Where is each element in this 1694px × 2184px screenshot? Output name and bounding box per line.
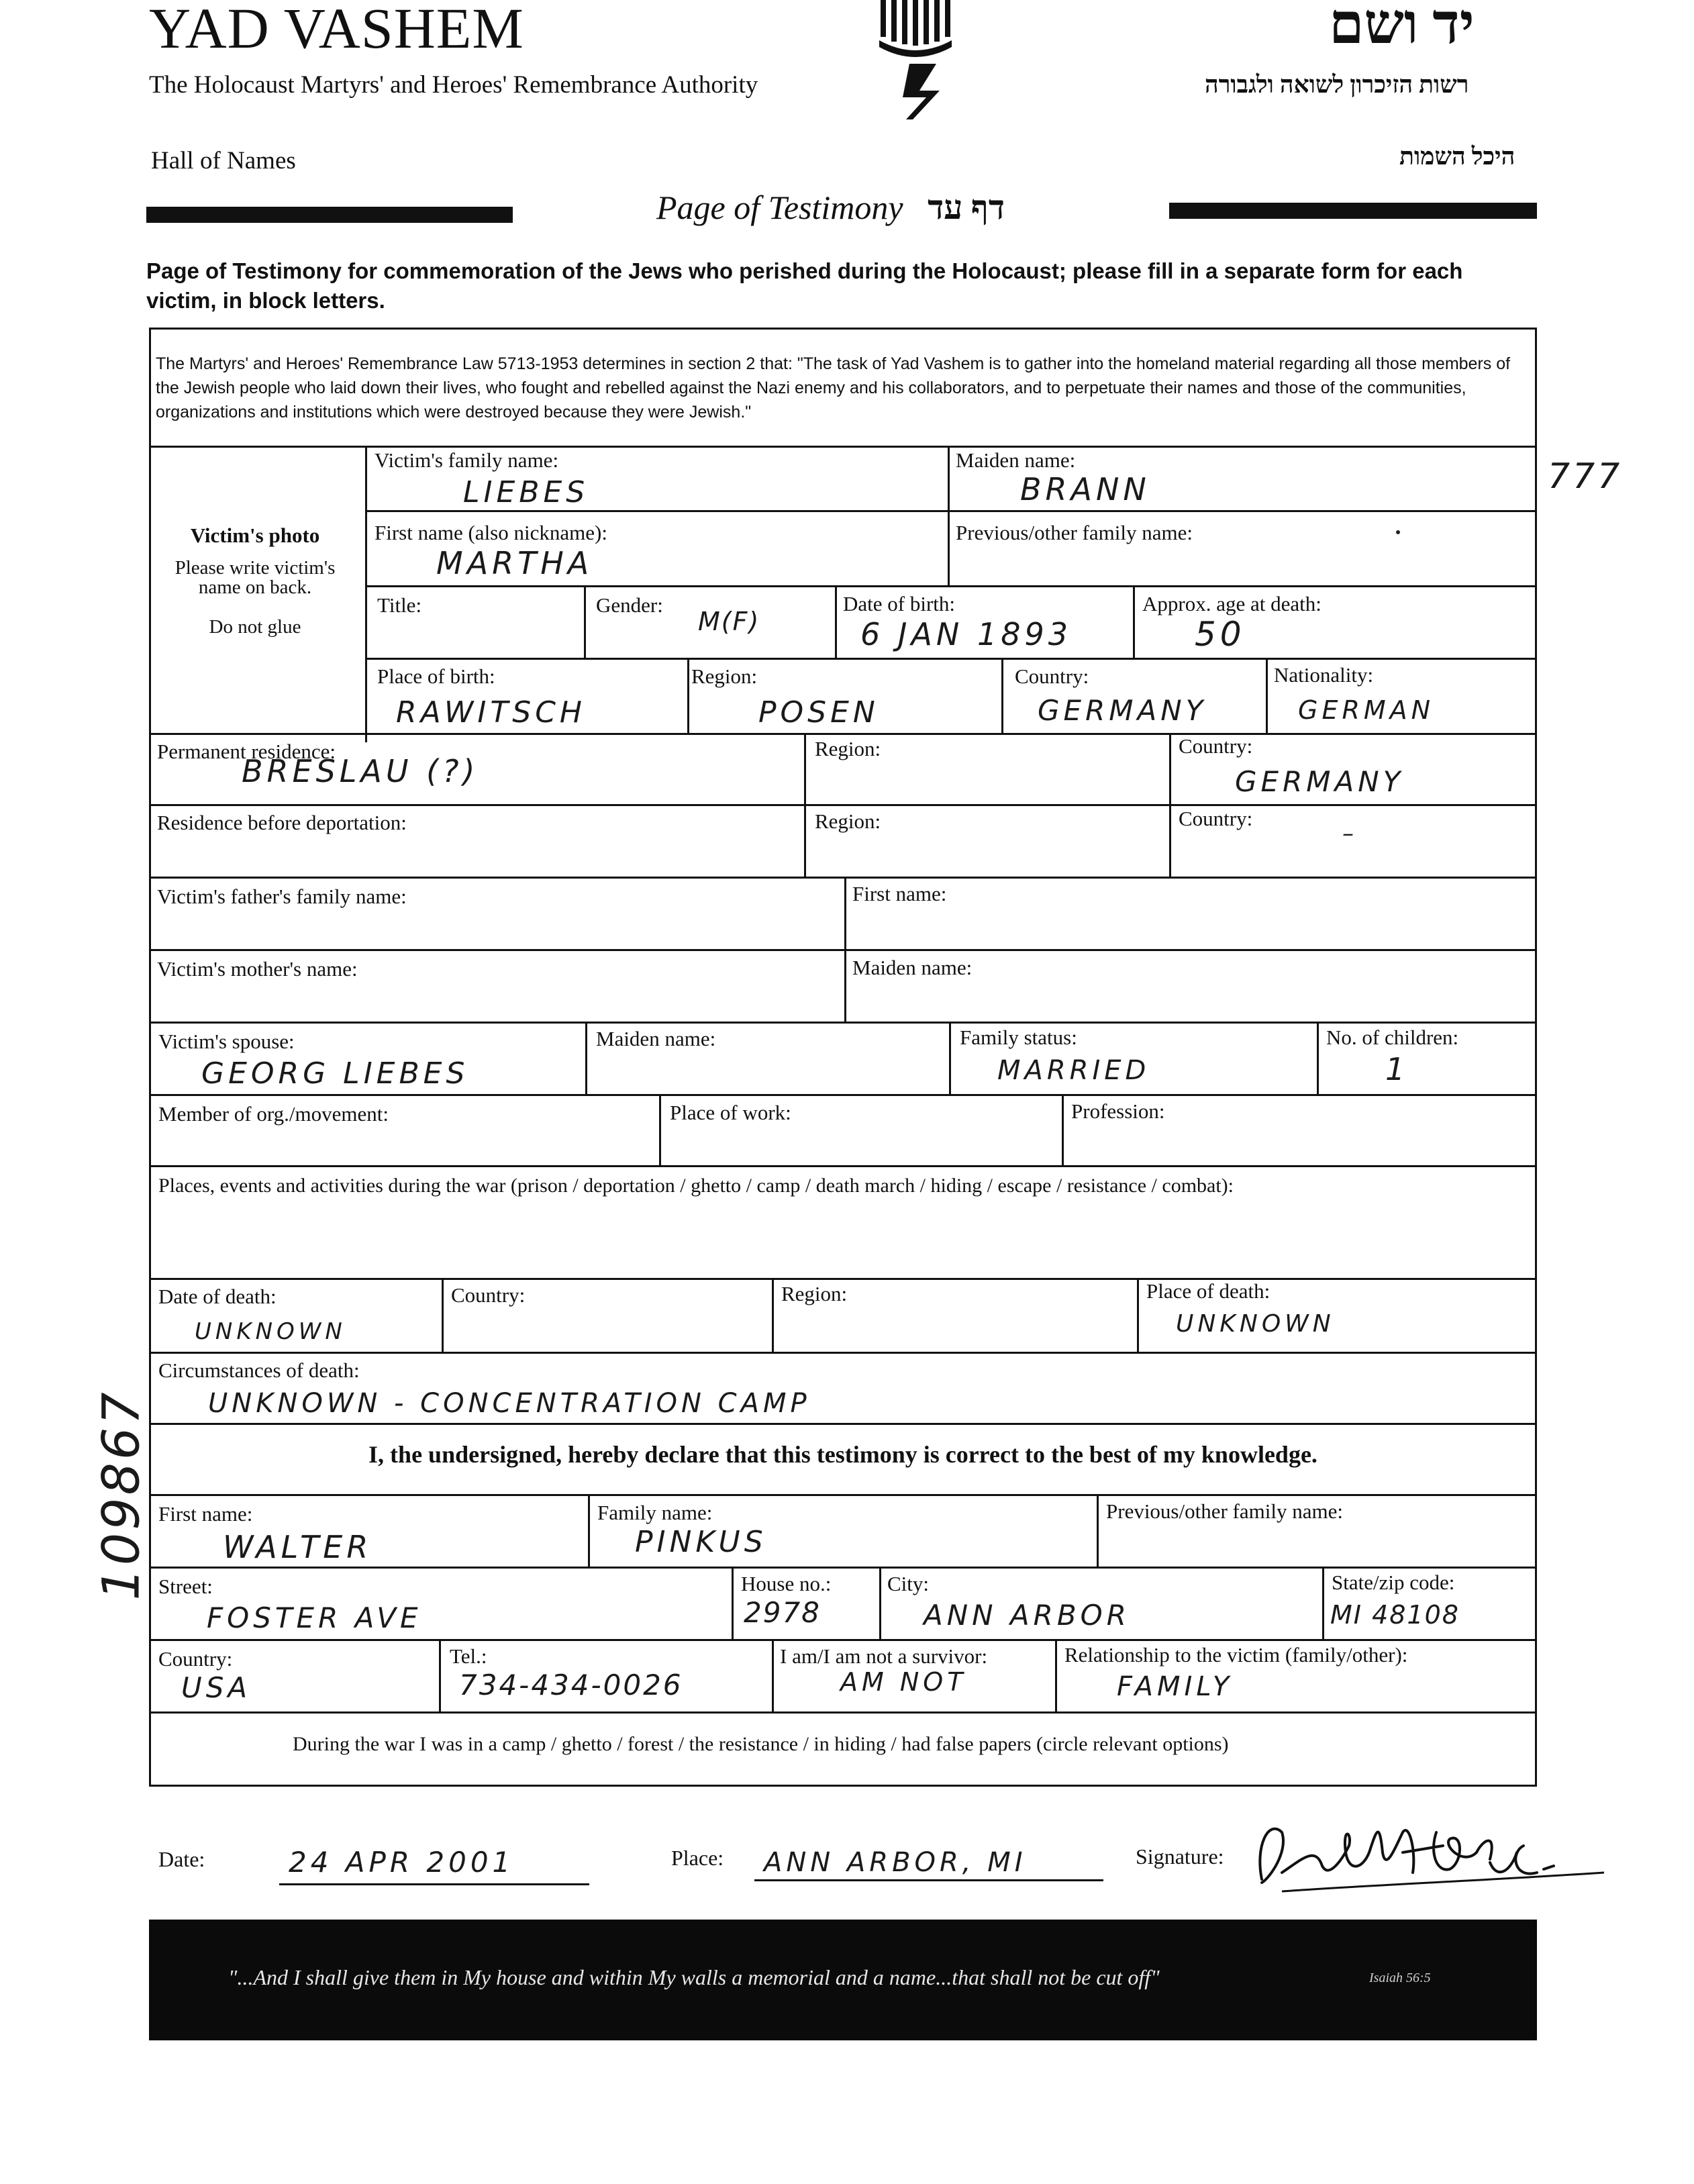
label-spouse: Victim's spouse: [158,1030,295,1053]
label-relationship: Relationship to the victim (family/other): [1064,1643,1408,1667]
margin-note-top-right: 777 [1548,456,1623,497]
rule [584,585,586,658]
rule [149,1165,1537,1167]
label-place: Place: [671,1846,724,1870]
rule [149,1711,1537,1714]
label-country: Country: [158,1647,233,1671]
rule [149,1567,1537,1569]
rule [659,1094,661,1167]
rule [149,1423,1537,1425]
value-family-name: LIEBES [463,475,589,509]
hebrew-name: יד ושם [1329,0,1475,56]
value-maiden-name: BRANN [1020,471,1150,507]
label-family-status: Family status: [960,1026,1077,1049]
rule [149,733,1537,735]
label-state-zip: State/zip code: [1332,1571,1455,1594]
label-mother-maiden-name: Maiden name: [852,956,973,979]
label-death-country: Country: [451,1283,526,1307]
law-text: The Martyrs' and Heroes' Remembrance Law 5713-1953 determines in section 2 that: "The task of Yad Vashem is to gather into the homeland material regarding all those members of the Jewish people who laid down their lives, who fought and rebelled against the Nazi enemy and his collaborators, and to perpetuate their names and those of the communities, organizations and institutions which were destroyed because they were Jewish." [156,354,1511,421]
value-nationality: GERMAN [1298,695,1435,725]
label-date-of-death: Date of death: [158,1285,277,1308]
value-date-of-death: UNKNOWN [195,1318,346,1345]
label-member-org: Member of org./movement: [158,1102,389,1126]
date-underline [279,1883,589,1885]
rule [687,658,689,734]
rule [1317,1022,1319,1094]
rule [1062,1094,1064,1167]
label-spouse-maiden-name: Maiden name: [596,1027,716,1050]
value-survivor: AM NOT [840,1667,967,1697]
label-mother-name: Victim's mother's name: [157,957,358,981]
rule [439,1639,441,1713]
label-submitter-prev-family-name: Previous/other family name: [1106,1499,1343,1523]
label-profession: Profession: [1071,1099,1165,1123]
value-street: FOSTER AVE [207,1601,422,1634]
header-rule-right [1169,203,1537,219]
value-date-of-birth: 6 JAN 1893 [860,616,1073,652]
label-place-of-work: Place of work: [670,1101,791,1124]
label-birth-region: Region: [691,664,758,688]
rule [588,1494,590,1568]
label-submitter-first-name: First name: [158,1502,253,1526]
menorah-logo [873,0,960,121]
rule [149,1494,1537,1496]
place-underline [754,1879,1103,1881]
label-family-name: Victim's family name: [375,448,559,472]
label-places-events: Places, events and activities during the war (prison / deportation / ghetto / camp / death march / hiding / escape / resistance / combat): [158,1175,1234,1197]
page-title-he: דף עד [928,189,1005,226]
rule [365,510,1537,512]
label-residence-before-deportation: Residence before deportation: [157,811,407,834]
rule [732,1567,734,1640]
value-perm-country: GERMANY [1235,765,1405,798]
rule [365,446,367,742]
label-father-first-name: First name: [852,882,947,905]
rule [1097,1494,1099,1568]
rule [1001,658,1003,734]
label-death-region: Region: [781,1282,848,1305]
value-submitter-first-name: WALTER [223,1529,372,1565]
rule [149,949,1537,951]
value-first-name: MARTHA [436,545,593,581]
page-title-en: Page of Testimony [656,189,903,226]
label-date-of-birth: Date of birth: [843,592,956,615]
rule [365,658,1537,660]
declaration: I, the undersigned, hereby declare that this testimony is correct to the best of my knowledge. [368,1441,1317,1468]
rule [835,585,837,658]
rule [149,1022,1537,1024]
rule [1055,1639,1057,1713]
label-during-war: During the war I was in a camp / ghetto / forest / the resistance / in hiding / had false papers (circle relevant options) [293,1733,1229,1755]
rule [149,1094,1537,1096]
rule [772,1639,774,1713]
rule [149,877,1537,879]
rule [442,1278,444,1353]
signature-scribble [1242,1805,1617,1899]
page-title [656,188,1005,227]
org-name: YAD VASHEM [149,0,524,60]
value-birth-country: GERMANY [1038,694,1207,727]
label-date: Date: [158,1847,205,1871]
hall-of-names: Hall of Names [151,147,296,175]
rule [772,1278,774,1353]
hebrew-hall-of-names: היכל השמות [1399,143,1515,170]
label-submitter-family-name: Family name: [597,1501,713,1524]
photo-box-title: Victim's photo [190,524,320,547]
label-no-children: No. of children: [1326,1026,1459,1049]
label-first-name-nickname: First name (also nickname): [375,521,607,544]
label-perm-region: Region: [815,737,881,760]
value-gender: M(F) [698,607,760,636]
value-no-children: 1 [1385,1051,1409,1087]
value-tel: 734-434-0026 [459,1669,683,1701]
rule [1137,1278,1139,1353]
label-before-region: Region: [815,809,881,833]
rule [149,1352,1537,1354]
photo-box-line2: name on back. [198,577,312,598]
label-title: Title: [377,593,422,617]
value-state-zip: MI 48108 [1330,1600,1460,1630]
rule [1266,658,1268,734]
label-signature: Signature: [1136,1844,1224,1869]
value-place-of-death: UNKNOWN [1176,1310,1335,1338]
value-city: ANN ARBOR [924,1599,1130,1632]
label-birth-country: Country: [1015,664,1089,688]
label-house-no: House no.: [741,1572,832,1595]
margin-number-left: 109867 [91,1389,151,1601]
photo-box [154,524,356,638]
label-before-country: Country: [1179,807,1253,830]
label-age-at-death: Approx. age at death: [1142,592,1322,615]
value-house-no: 2978 [744,1596,821,1629]
header-rule-left [146,207,513,223]
value-place: ANN ARBOR, MI [764,1847,1027,1878]
label-gender: Gender: [596,593,663,617]
label-perm-country: Country: [1179,734,1253,758]
label-city: City: [887,1572,930,1595]
value-relationship: FAMILY [1117,1671,1234,1702]
label-nationality: Nationality: [1274,663,1374,687]
label-place-of-birth: Place of birth: [377,664,495,688]
photo-box-line3: Do not glue [209,616,301,638]
instruction-text: Page of Testimony for commemoration of the Jews who perished during the Holocaust; please fill in a separate form for each victim, in block letters. [146,258,1463,313]
label-circumstances: Circumstances of death: [158,1358,360,1382]
rule [879,1567,881,1640]
footer-quote: "...And I shall give them in My house and within My walls a memorial and a name...that shall not be cut off" [228,1965,1160,1989]
org-subtitle: The Holocaust Martyrs' and Heroes' Remembrance Authority [149,71,758,99]
label-father-family-name: Victim's father's family name: [157,885,407,908]
label-place-of-death: Place of death: [1146,1279,1270,1303]
value-birth-region: POSEN [758,695,879,730]
photo-box-line1: Please write victim's [175,557,336,579]
value-date: 24 APR 2001 [289,1846,515,1879]
rule [1133,585,1135,658]
value-family-status: MARRIED [997,1055,1150,1086]
value-age-at-death: 50 [1195,615,1246,654]
rule [149,446,1537,448]
rule [949,1022,951,1094]
rule [149,1639,1537,1641]
value-submitter-family-name: PINKUS [635,1525,767,1559]
label-previous-family-name: Previous/other family name: [956,521,1193,544]
value-circumstances: UNKNOWN - CONCENTRATION CAMP [208,1388,811,1419]
rule [365,585,1537,587]
label-street: Street: [158,1575,213,1598]
rule [149,804,1537,806]
rule [1322,1567,1324,1640]
scan-speck [1396,530,1400,534]
value-permanent-residence: BRESLAU (?) [242,753,479,789]
label-maiden-name: Maiden name: [956,448,1076,472]
rule [149,1278,1537,1280]
rule [948,446,950,587]
rule [585,1022,587,1094]
label-survivor: I am/I am not a survivor: [780,1644,988,1668]
label-tel: Tel.: [450,1644,487,1668]
label-permanent-residence: Permanent residence: [157,740,336,763]
value-spouse: GEORG LIEBES [201,1056,469,1091]
footer-citation: Isaiah 56:5 [1369,1971,1431,1985]
value-before-country: – [1342,820,1358,847]
value-place-of-birth: RAWITSCH [396,695,586,730]
hebrew-subtitle: רשות הזיכרון לשואה ולגבורה [1205,71,1469,98]
value-country: USA [181,1671,252,1704]
